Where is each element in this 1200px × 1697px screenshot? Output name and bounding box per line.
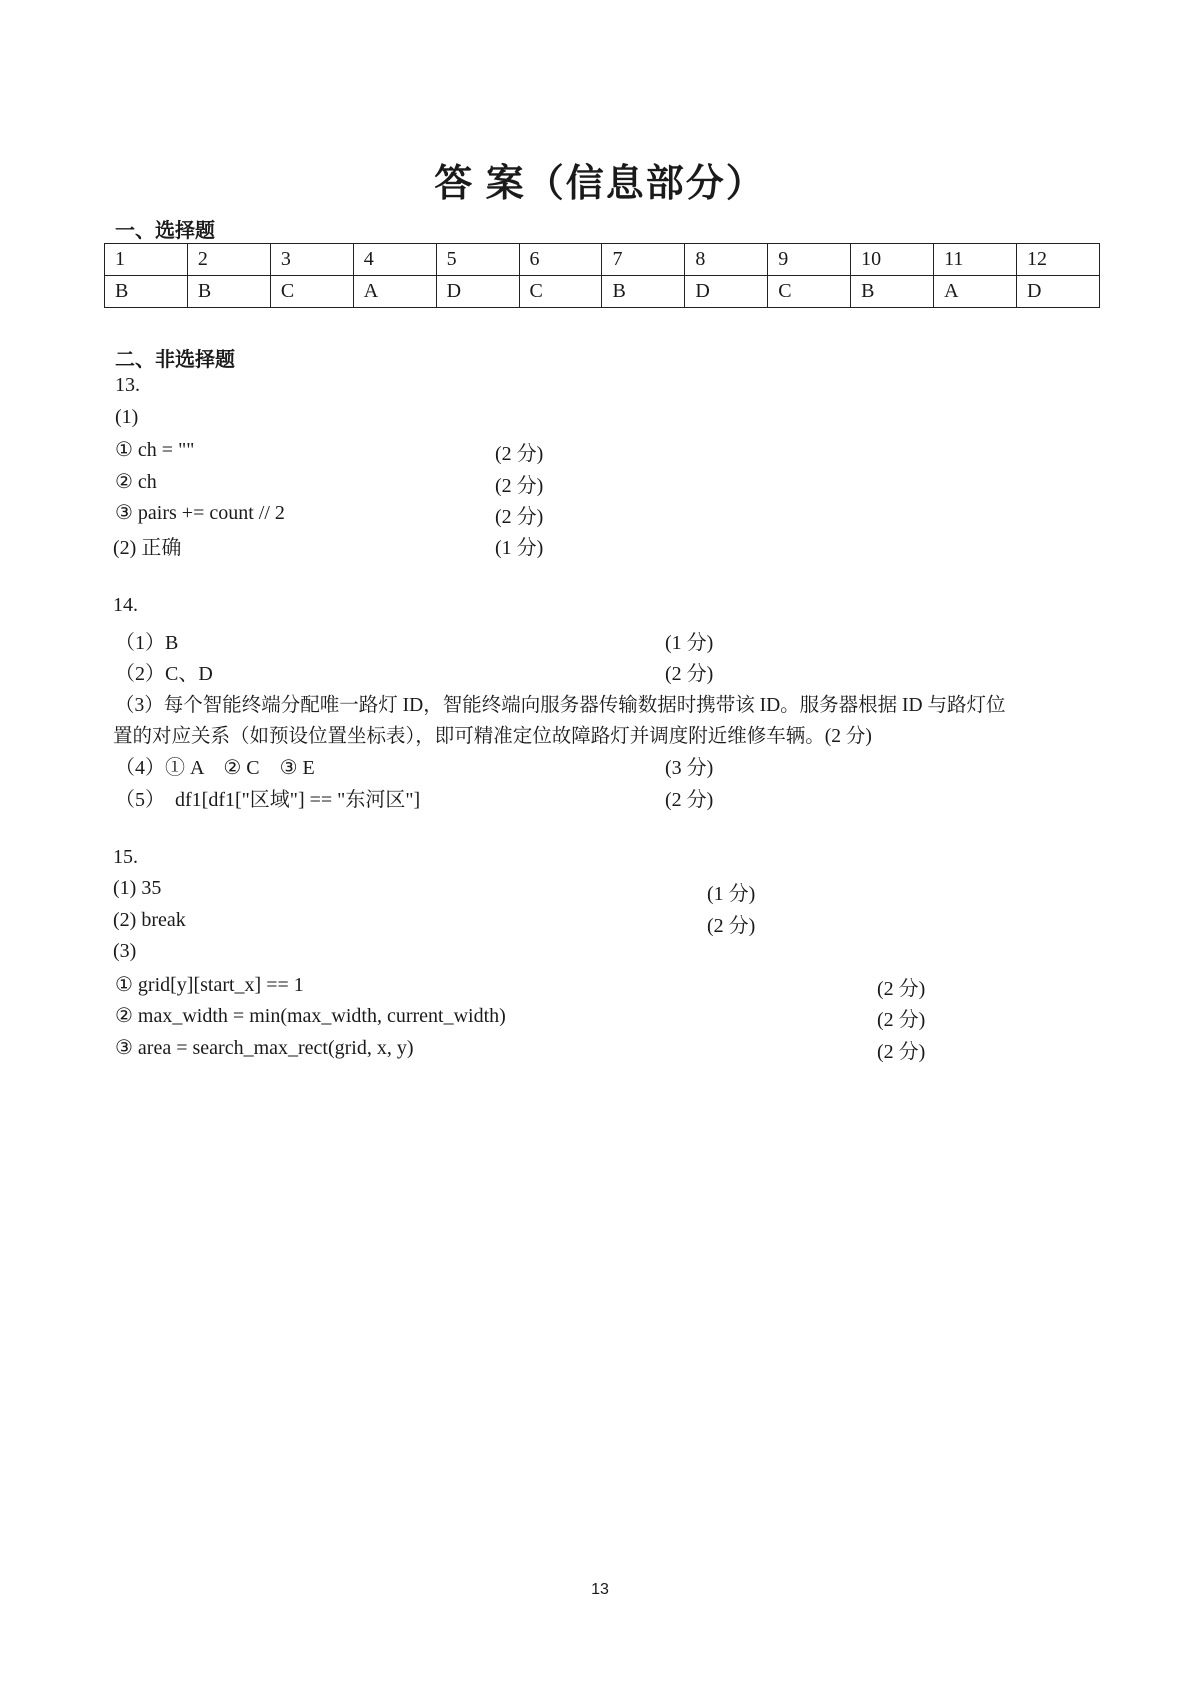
question-13-number: 13.	[115, 374, 140, 396]
answer-line: (2) 正确	[113, 537, 182, 559]
table-row-answers	[105, 276, 1100, 308]
answer-table	[104, 243, 1100, 308]
table-cell: C	[768, 276, 851, 308]
answer-line: （4）① A ② C ③ E	[115, 757, 315, 779]
question-14-number: 14.	[113, 594, 138, 616]
score-label: (1 分)	[665, 632, 714, 654]
score-label: (2 分)	[495, 475, 544, 497]
section-heading-nonchoice: 二、非选择题	[115, 349, 235, 371]
answer-line: （1）B	[115, 632, 179, 654]
answer-line: ① ch = ""	[115, 439, 195, 461]
answer-paragraph-line: 置的对应关系（如预设位置坐标表），即可精准定位故障路灯并调度附近维修车辆。(2 分)	[113, 726, 872, 747]
score-label: (2 分)	[877, 978, 926, 1000]
answer-line: ③ area = search_max_rect(grid, x, y)	[115, 1037, 414, 1059]
answer-line: （2）C、D	[115, 663, 213, 685]
score-label: (1 分)	[707, 883, 756, 905]
table-cell: 9	[768, 244, 851, 276]
answer-line: ② max_width = min(max_width, current_width)	[115, 1005, 506, 1027]
answer-line: (1) 35	[113, 877, 162, 899]
answer-paragraph-line: （3）每个智能终端分配唯一路灯 ID，智能终端向服务器传输数据时携带该 ID。服务器根据 ID 与路灯位	[115, 695, 1006, 716]
score-label: (2 分)	[877, 1041, 926, 1063]
table-cell: 3	[270, 244, 353, 276]
score-label: (2 分)	[495, 443, 544, 465]
answer-line: ① grid[y][start_x] == 1	[115, 974, 304, 996]
table-cell: 7	[602, 244, 685, 276]
score-label: (1 分)	[495, 537, 544, 559]
score-label: (2 分)	[877, 1009, 926, 1031]
table-cell: 5	[436, 244, 519, 276]
table-cell: B	[851, 276, 934, 308]
answer-line: (2) break	[113, 909, 186, 931]
score-label: (2 分)	[495, 506, 544, 528]
score-label: (2 分)	[665, 663, 714, 685]
answer-line: （5） df1[df1["区域"] == "东河区"]	[115, 789, 421, 811]
table-cell: 1	[105, 244, 188, 276]
table-cell: C	[519, 276, 602, 308]
page-number: 13	[591, 1581, 609, 1598]
question-15-part3: (3)	[113, 940, 137, 962]
table-cell: 2	[187, 244, 270, 276]
question-13-part1: (1)	[115, 406, 139, 428]
table-cell: 11	[934, 244, 1017, 276]
table-cell: B	[187, 276, 270, 308]
question-15-number: 15.	[113, 846, 138, 868]
table-cell: A	[934, 276, 1017, 308]
table-cell: D	[685, 276, 768, 308]
answer-line: ② ch	[115, 471, 157, 493]
score-label: (2 分)	[707, 915, 756, 937]
table-cell: 6	[519, 244, 602, 276]
page-title: 答 案（信息部分）	[434, 163, 766, 205]
table-cell: B	[602, 276, 685, 308]
table-cell: 12	[1016, 244, 1099, 276]
table-cell: 8	[685, 244, 768, 276]
table-cell: 4	[353, 244, 436, 276]
table-cell: D	[436, 276, 519, 308]
section-heading-choice: 一、选择题	[115, 220, 215, 242]
answer-line: ③ pairs += count // 2	[115, 502, 285, 524]
score-label: (3 分)	[665, 757, 714, 779]
table-cell: B	[105, 276, 188, 308]
table-cell: A	[353, 276, 436, 308]
table-row-numbers	[105, 244, 1100, 276]
table-cell: C	[270, 276, 353, 308]
table-cell: 10	[851, 244, 934, 276]
score-label: (2 分)	[665, 789, 714, 811]
table-cell: D	[1016, 276, 1099, 308]
